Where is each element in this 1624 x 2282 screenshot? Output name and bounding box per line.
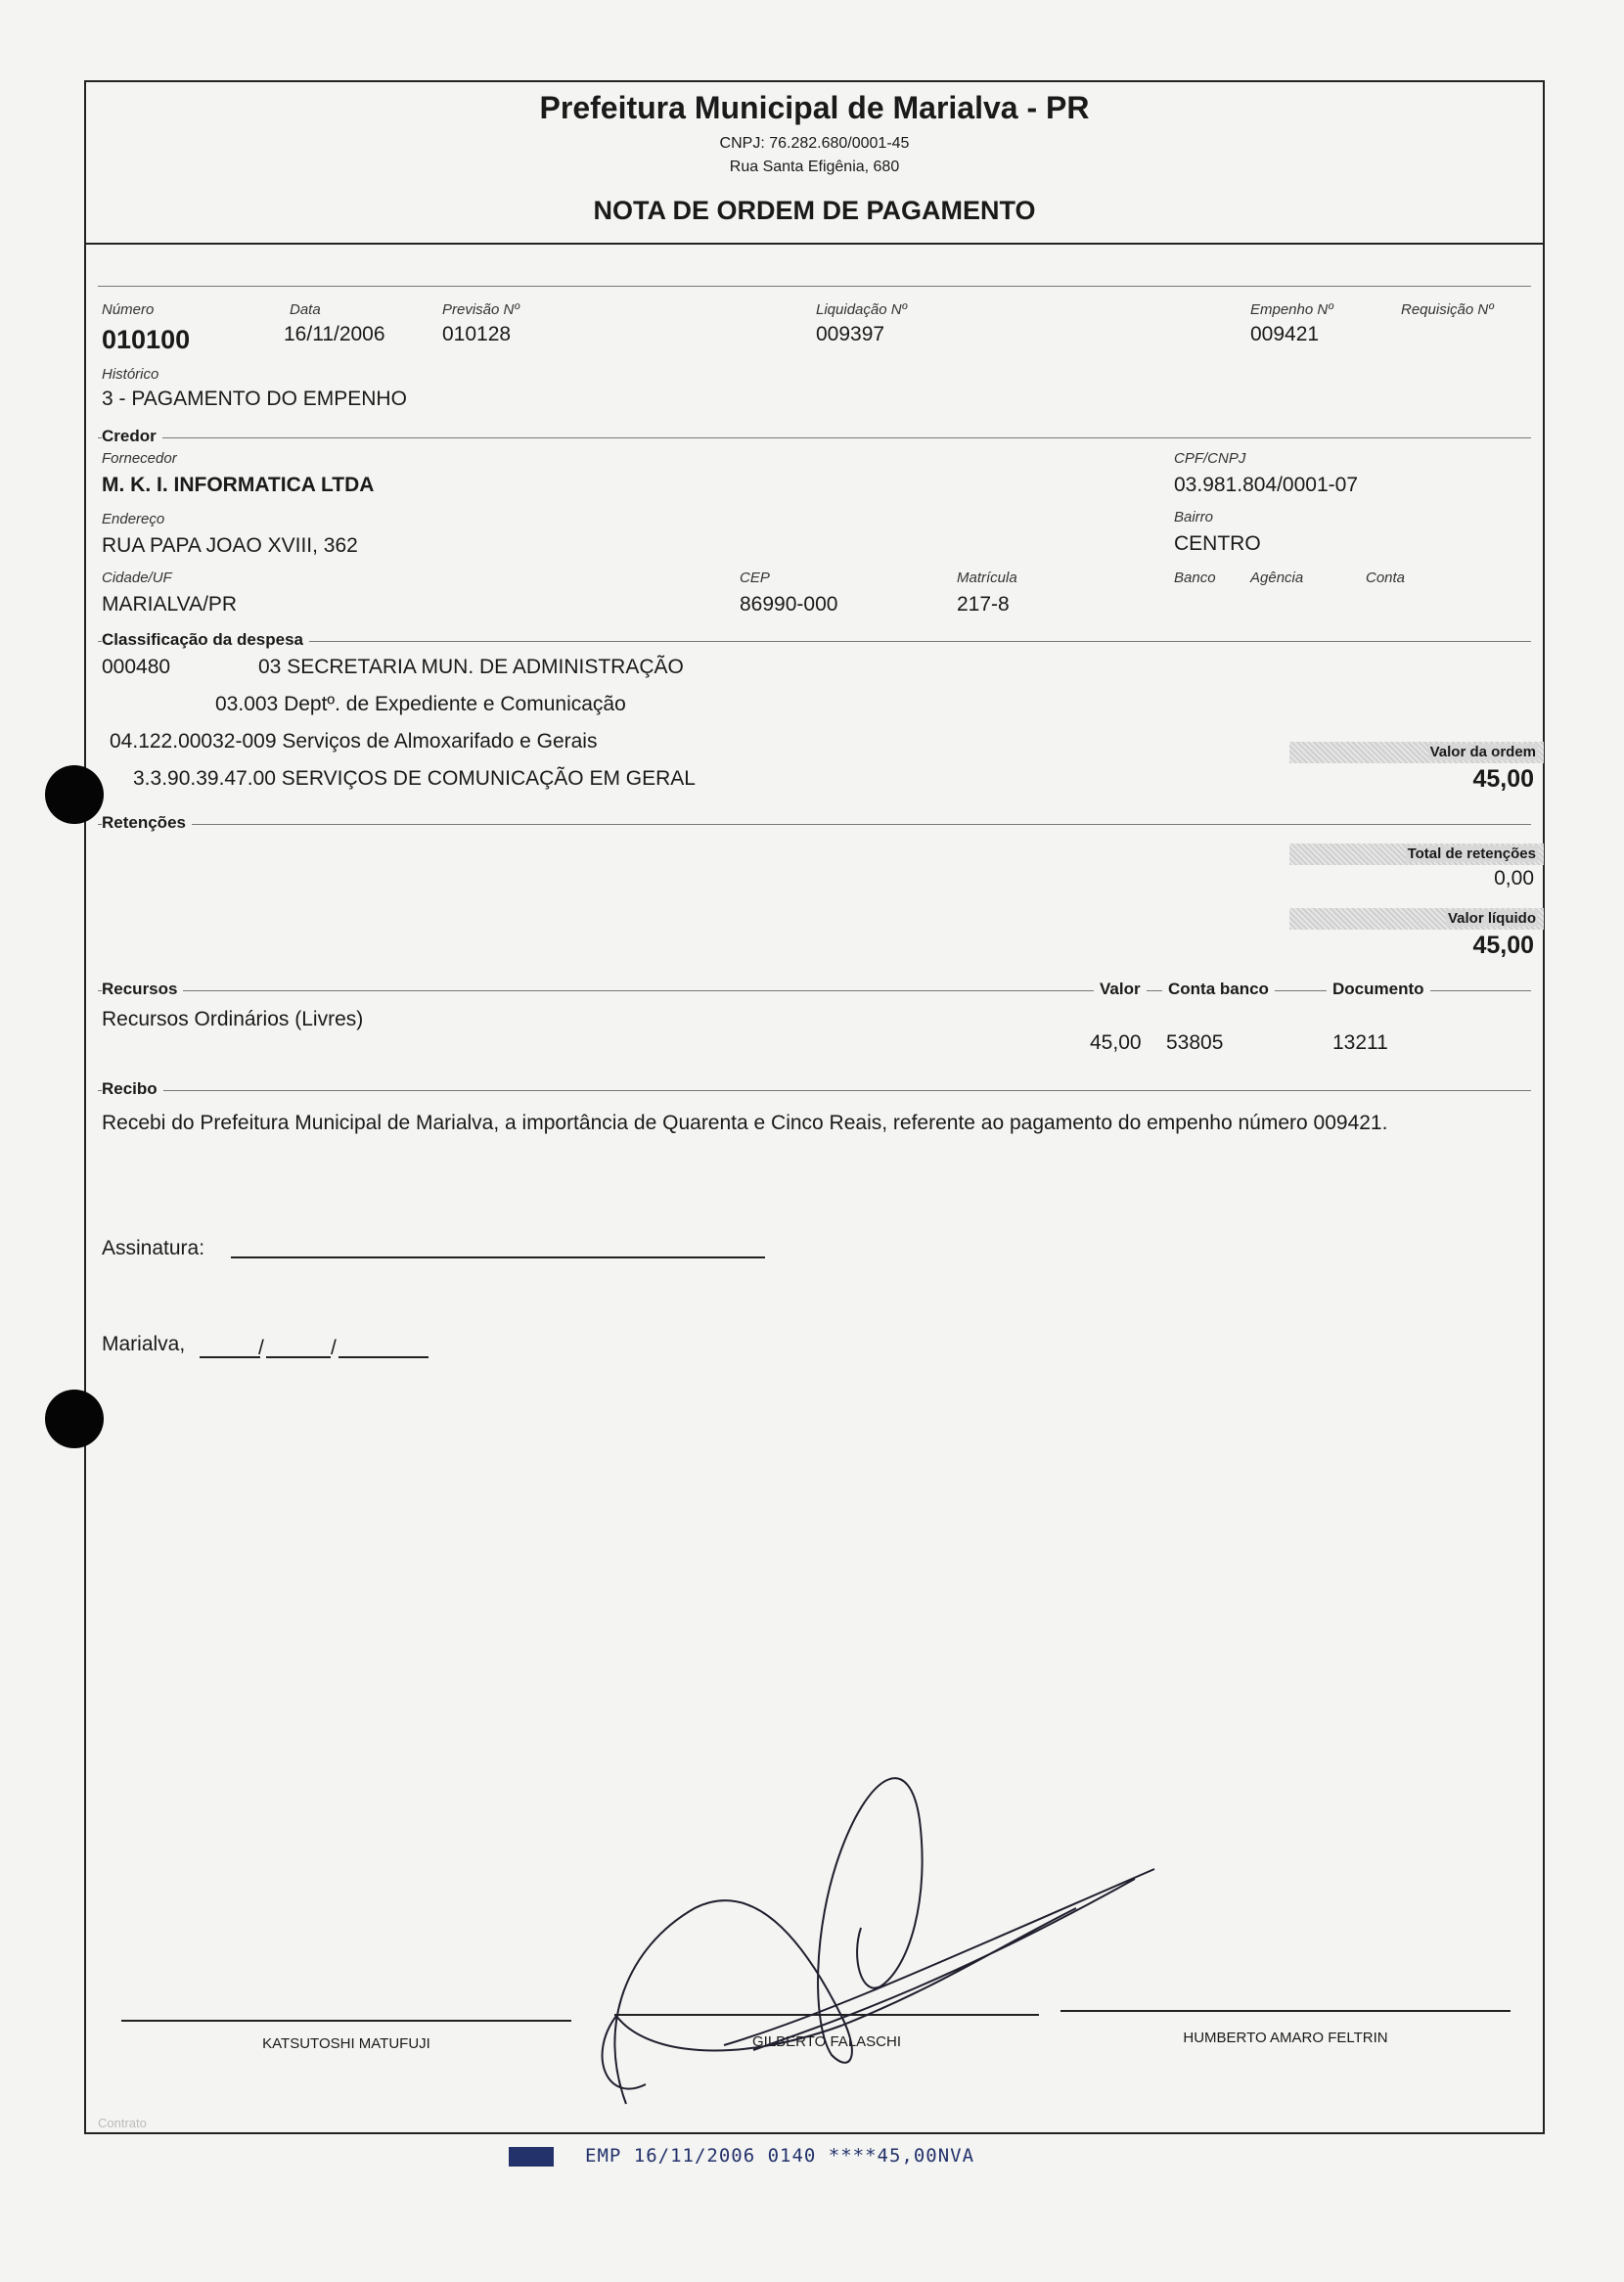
- data-label: Data: [290, 301, 321, 318]
- valor-ordem-value: 45,00: [1472, 765, 1534, 793]
- retencoes-rule: [98, 824, 1531, 825]
- signature-name-middle: GILBERTO FALASCHI: [752, 2033, 901, 2050]
- matricula-label: Matrícula: [957, 570, 1017, 586]
- numero-label: Número: [102, 301, 155, 318]
- punch-hole-lower: [45, 1390, 104, 1448]
- date-slash-2: /: [331, 1337, 337, 1359]
- classificacao-elemento: 3.3.90.39.47.00 SERVIÇOS DE COMUNICAÇÃO EM GERAL: [133, 767, 696, 790]
- cpf-value: 03.981.804/0001-07: [1174, 474, 1359, 496]
- recursos-valor: 45,00: [1090, 1031, 1142, 1054]
- valor-ordem-header: [1289, 742, 1544, 763]
- recursos-conta-banco-label: Conta banco: [1162, 980, 1275, 999]
- requisicao-label: Requisição Nº: [1401, 301, 1494, 318]
- classificacao-code: 000480: [102, 656, 171, 678]
- local-label: Marialva,: [102, 1333, 186, 1355]
- retencoes-section: Retenções: [102, 813, 192, 833]
- endereco-value: RUA PAPA JOAO XVIII, 362: [102, 534, 358, 557]
- signature-name-left: KATSUTOSHI MATUFUJI: [262, 2035, 430, 2052]
- fornecedor-value: M. K. I. INFORMATICA LTDA: [102, 474, 375, 496]
- classificacao-unidade: 03.003 Deptº. de Expediente e Comunicação: [215, 693, 626, 715]
- previsao-label: Previsão Nº: [442, 301, 519, 318]
- cep-value: 86990-000: [740, 593, 838, 616]
- corner-label: Contrato: [98, 2116, 147, 2130]
- agencia-label: Agência: [1250, 570, 1304, 586]
- valor-ordem-label: Valor da ordem: [1429, 744, 1536, 760]
- data-value: 16/11/2006: [284, 323, 385, 345]
- valor-liquido-header: [1289, 908, 1544, 930]
- document-title: NOTA DE ORDEM DE PAGAMENTO: [593, 196, 1036, 225]
- recursos-documento-label: Documento: [1327, 980, 1430, 999]
- liquidacao-label: Liquidação Nº: [816, 301, 908, 318]
- classificacao-rule: [98, 641, 1531, 642]
- fornecedor-label: Fornecedor: [102, 450, 177, 467]
- stamp-logo: [509, 2147, 554, 2167]
- total-retencoes-header: [1289, 844, 1544, 865]
- signature-name-right: HUMBERTO AMARO FELTRIN: [1183, 2030, 1388, 2046]
- recursos-section: Recursos: [102, 980, 183, 999]
- cep-label: CEP: [740, 570, 770, 586]
- bairro-value: CENTRO: [1174, 532, 1261, 555]
- cidade-value: MARIALVA/PR: [102, 593, 238, 616]
- empenho-value: 009421: [1250, 323, 1320, 345]
- classificacao-funcional: 04.122.00032-009 Serviços de Almoxarifado e Gerais: [110, 730, 598, 753]
- cidade-label: Cidade/UF: [102, 570, 172, 586]
- liquidacao-value: 009397: [816, 323, 885, 345]
- endereco-label: Endereço: [102, 511, 165, 527]
- valor-liquido-value: 45,00: [1472, 932, 1534, 959]
- date-year-line: [338, 1356, 429, 1358]
- ids-top-rule: [98, 286, 1531, 287]
- org-cnpj: CNPJ: 76.282.680/0001-45: [719, 135, 910, 152]
- recursos-rule: [98, 990, 1531, 991]
- numero-value: 010100: [102, 325, 191, 354]
- assinatura-line: [231, 1256, 765, 1258]
- date-slash-1: /: [258, 1337, 264, 1359]
- date-month-line: [266, 1356, 331, 1358]
- banco-label: Banco: [1174, 570, 1216, 586]
- previsao-value: 010128: [442, 323, 512, 345]
- recibo-rule: [98, 1090, 1531, 1091]
- handwritten-signature: [587, 1732, 1174, 2123]
- recursos-fonte: Recursos Ordinários (Livres): [102, 1008, 364, 1030]
- conta-label: Conta: [1366, 570, 1406, 586]
- recursos-conta-banco: 53805: [1166, 1031, 1224, 1054]
- bairro-label: Bairro: [1174, 509, 1214, 525]
- signature-line-left: [121, 2020, 571, 2022]
- org-address: Rua Santa Efigênia, 680: [729, 159, 900, 175]
- total-retencoes-value: 0,00: [1494, 867, 1534, 890]
- assinatura-label: Assinatura:: [102, 1237, 205, 1259]
- historico-label: Histórico: [102, 366, 159, 383]
- credor-rule: [98, 437, 1531, 438]
- header-divider: [84, 243, 1545, 245]
- recursos-valor-label: Valor: [1094, 980, 1147, 999]
- matricula-value: 217-8: [957, 593, 1010, 616]
- empenho-label: Empenho Nº: [1250, 301, 1333, 318]
- historico-value: 3 - PAGAMENTO DO EMPENHO: [102, 388, 407, 410]
- classificacao-orgao: 03 SECRETARIA MUN. DE ADMINISTRAÇÃO: [258, 656, 684, 678]
- punch-hole-upper: [45, 765, 104, 824]
- date-day-line: [200, 1356, 260, 1358]
- total-retencoes-label: Total de retenções: [1407, 845, 1536, 862]
- recibo-section: Recibo: [102, 1079, 163, 1099]
- valor-liquido-label: Valor líquido: [1447, 910, 1536, 927]
- org-title: Prefeitura Municipal de Marialva - PR: [539, 90, 1090, 125]
- classificacao-section: Classificação da despesa: [102, 630, 309, 650]
- recibo-text: Recebi do Prefeitura Municipal de Marialva, a importância de Quarenta e Cinco Reais, referente ao pagamento do empenho número 009421.: [102, 1112, 1388, 1134]
- credor-section: Credor: [102, 427, 162, 446]
- recursos-documento: 13211: [1332, 1031, 1388, 1054]
- payment-stamp: EMP 16/11/2006 0140 ****45,00NVA: [585, 2145, 975, 2167]
- cpf-label: CPF/CNPJ: [1174, 450, 1246, 467]
